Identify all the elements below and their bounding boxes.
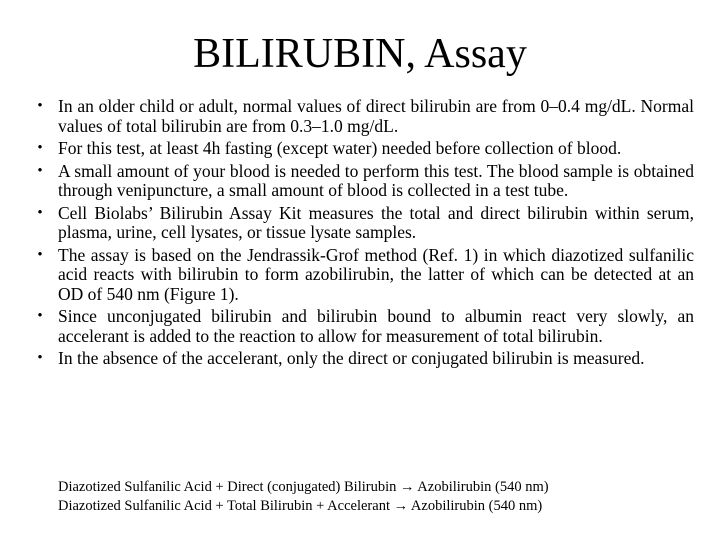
equation-total: Diazotized Sulfanilic Acid + Total Bilirubin + Accelerant → Azobilirubin (540 nm)	[58, 498, 543, 514]
bullet-text: A small amount of your blood is needed to perform this test. The blood sample is obtained through venipuncture, a small amount of blood is collected in a test tube.	[58, 160, 694, 200]
bullet-text: Cell Biolabs’ Bilirubin Assay Kit measures the total and direct bilirubin within serum, plasma, urine, cell lysates, or tissue lysate samples.	[58, 202, 694, 242]
bullet-text: The assay is based on the Jendrassik-Grof method (Ref. 1) in which diazotized sulfanilic acid reacts with bilirubin to form azobilirubin, the latter of which can be detected at an OD of 540 nm (Figure 1).	[58, 244, 694, 304]
slide-title: BILIRUBIN, Assay	[193, 31, 527, 77]
bullet-text: Since unconjugated bilirubin and bilirubin bound to albumin react very slowly, an accelerant is added to the reaction to allow for measurement of total bilirubin.	[58, 306, 694, 346]
bullet-item	[30, 97, 694, 136]
bullet-item	[30, 139, 694, 159]
equation-direct: Diazotized Sulfanilic Acid + Direct (conjugated) Bilirubin → Azobilirubin (540 nm)	[58, 479, 549, 495]
bullet-dot-icon: •	[37, 162, 43, 179]
bullet-dot-icon: •	[37, 140, 43, 156]
bullet-dot-icon: •	[37, 98, 43, 114]
bullet-item	[30, 349, 694, 369]
bullet-dot-icon: •	[37, 246, 43, 263]
bullet-list	[30, 97, 694, 372]
bullet-item	[30, 204, 694, 243]
bullet-text: For this test, at least 4h fasting (except water) needed before collection of blood.	[58, 138, 622, 158]
bullet-text: In the absence of the accelerant, only the direct or conjugated bilirubin is measured.	[58, 348, 645, 368]
bullet-dot-icon: •	[37, 204, 43, 221]
bullet-dot-icon: •	[37, 308, 43, 324]
bullet-item	[30, 162, 694, 201]
bullet-item	[30, 246, 694, 305]
bullet-item	[30, 307, 694, 346]
reaction-equations	[58, 478, 698, 516]
bullet-text: In an older child or adult, normal values of direct bilirubin are from 0–0.4 mg/dL. Normal values of total bilirubin are from 0.3–1.0 mg/dL.	[58, 96, 694, 136]
bullet-dot-icon: •	[37, 350, 43, 366]
